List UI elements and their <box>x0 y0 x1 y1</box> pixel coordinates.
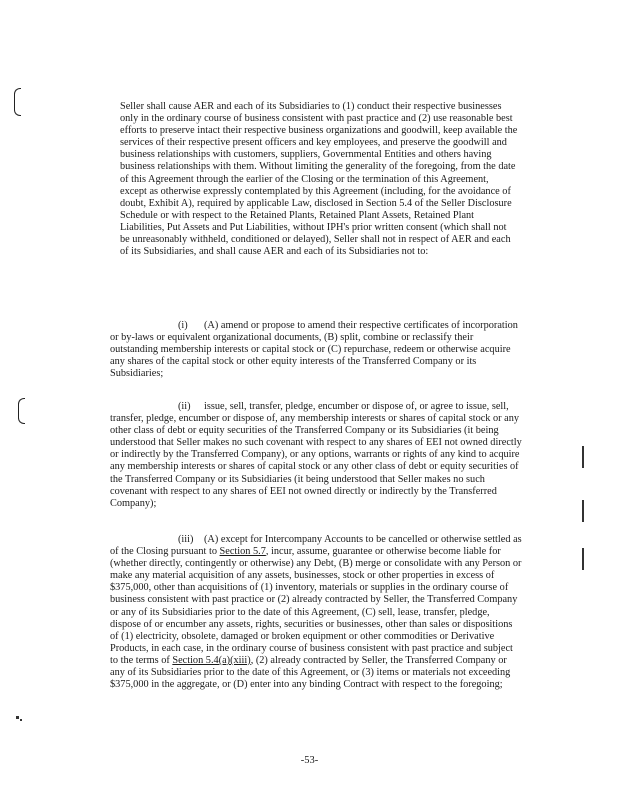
section-reference: Section 5.7 <box>219 546 266 558</box>
clause-text: (A) amend or propose to amend their respective certificates of incorporation or by-laws or equivalent organizational documents, (B) split, combine or reclassify their outstanding membership interests or capital stock or (C) repurchase, redeem or otherwise acquire any shares of the capital stock or other equity interests of the Transferred Company or its Subsidiaries; <box>110 320 518 380</box>
margin-dot-mark <box>16 716 19 719</box>
clause-ii <box>110 401 522 510</box>
clause-text-c: , (2) already contracted by Seller, the Transferred Company or any of its Subsidiaries prior to the date of this Agreement, or (3) items or materials not exceeding $375,000 in the aggregate, or (D) enter into any binding Contract with respect to the foregoing; <box>110 654 511 691</box>
margin-bracket-mark <box>18 398 25 424</box>
clause-marker: (i) <box>178 320 188 331</box>
clause-marker: (ii) <box>178 401 191 412</box>
margin-bracket-mark <box>14 88 21 116</box>
clause-i <box>110 320 522 380</box>
clause-text-b: , incur, assume, guarantee or otherwise become liable for (whether directly, contingently or otherwise) any Debt, (B) merge or consolidate with any Person or make any material acquisition of any assets, businesses, stock or other properties in excess of $375,000, other than acquisitions of (1) inventory, materials or supplies in the ordinary course of business consistent with past practice or (2) already contracted by Seller, the Transferred Company or any of its Subsidiaries prior to the date of this Agreement, (C) sell, lease, transfer, pledge, dispose of or encumber any assets, rights, securities or businesses, other than sales or dispositions of (1) electricity, obsolete, damaged or broken equipment or other commodities or Derivative Products, in each case, in the ordinary course of business consistent with past practice and subject to the terms of <box>110 546 522 666</box>
margin-line-mark <box>582 500 584 522</box>
section-reference: Section 5.4(a)(xiii) <box>172 654 251 666</box>
margin-dot-mark <box>20 719 22 721</box>
clause-text: issue, sell, transfer, pledge, encumber or dispose of, or agree to issue, sell, transfer, pledge, encumber or dispose of, any membership interests or shares of capital stock or any other class of debt or equity securities of the Transferred Company or its Subsidiaries (it being understood that Seller makes no such covenant with respect to any shares of EEI not owned directly or indirectly by the Transferred Company), or any options, warrants or rights of any kind to acquire any membership interests or shares of capital stock or any other class of debt or equity securities of the Transferred Company or its Subsidiaries (it being understood that Seller makes no such covenant with respect to any shares of EEI not owned directly or indirectly by the Transferred Company); <box>110 401 522 509</box>
page-number: -53- <box>300 755 319 766</box>
clause-marker: (iii) <box>178 534 194 545</box>
intro-paragraph: Seller shall cause AER and each of its Subsidiaries to (1) conduct their respective businesses only in the ordinary course of business consistent with past practice and (2) use reasonable best efforts to preserve intact their respective business organizations and goodwill, keep available the services of their respective present officers and key employees, and preserve the goodwill and business relationships with customers, suppliers, Governmental Entities and others having business relationships with them. Without limiting the generality of the foregoing, from the date of this Agreement through the earlier of the Closing or the termination of this Agreement, except as otherwise expressly contemplated by this Agreement (including, for the avoidance of doubt, Exhibit A), required by applicable Law, disclosed in Section 5.4 of the Seller Disclosure Schedule or with respect to the Retained Plants, Retained Plant Assets, Retained Plant Liabilities, Put Assets and Put Liabilities, without IPH's prior written consent (which shall not be unreasonably withheld, conditioned or delayed), Seller shall not in respect of AER and each of its Subsidiaries, and shall cause AER and each of its Subsidiaries not to: <box>120 101 518 258</box>
margin-line-mark <box>582 446 584 468</box>
margin-line-mark <box>582 548 584 570</box>
clause-text-a: (A) except for Intercompany Accounts to be cancelled or otherwise settled as of the Closing pursuant to <box>110 534 522 558</box>
clause-iii <box>110 534 522 691</box>
